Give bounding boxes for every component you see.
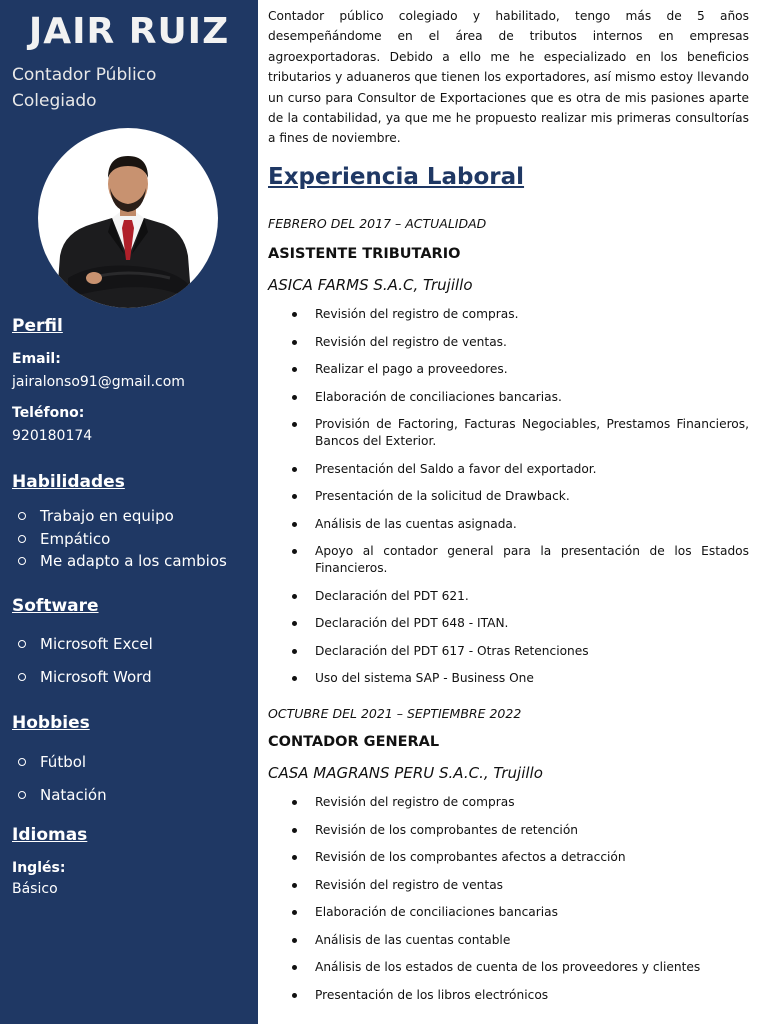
list-item: Revisión de los comprobantes de retención [268, 822, 749, 839]
job-tasks-list [268, 794, 749, 1014]
list-item: Declaración del PDT 648 - ITAN. [268, 615, 749, 632]
idiomas-heading: Idiomas [12, 825, 88, 845]
hobbies-list [12, 746, 107, 811]
habilidades-list [12, 505, 227, 573]
list-item: Revisión del registro de compras. [268, 306, 749, 323]
job-title [12, 62, 252, 114]
list-item: Presentación del Saldo a favor del exportador. [268, 461, 749, 478]
list-item: Análisis de las cuentas asignada. [268, 516, 749, 533]
sidebar [0, 0, 258, 1024]
profile-photo [38, 128, 218, 308]
list-item: Trabajo en equipo [12, 505, 227, 528]
language-label: Inglés: [12, 860, 66, 876]
list-item: Uso del sistema SAP - Business One [268, 670, 749, 687]
list-item: Fútbol [12, 746, 107, 779]
software-list [12, 628, 153, 693]
hobbies-heading: Hobbies [12, 713, 90, 733]
list-item: Natación [12, 779, 107, 812]
list-item: Análisis de las cuentas contable [268, 932, 749, 949]
profile-summary: Contador público colegiado y habilitado, tengo más de 5 años desempeñándome en el área de tributos internos en empresas agroexportadoras. Debido a ello me he especializado en los beneficios tributarios y aduaneros que tienen los exportadores, así mismo estoy llevando un curso para Consultor de Exportaciones que es otra de mis pasiones aparte de la contabilidad, ya que me he propuesto realizar mis primeras consultorías a fines de noviembre. [268, 9, 749, 146]
list-item: Realizar el pago a proveedores. [268, 361, 749, 378]
list-item: Declaración del PDT 617 - Otras Retenciones [268, 643, 749, 660]
list-item: Revisión del registro de ventas [268, 877, 749, 894]
list-item: Análisis de los estados de cuenta de los proveedores y clientes [268, 959, 749, 976]
person-name: JAIR RUIZ [28, 11, 230, 52]
experience-heading: Experiencia Laboral [268, 164, 525, 190]
job-title-line-1: Contador Público [12, 65, 157, 85]
name-header [4, 6, 254, 58]
list-item: Me adapto a los cambios [12, 550, 227, 573]
job-company: CASA MAGRANS PERU S.A.C., Trujillo [268, 764, 543, 782]
list-item: Elaboración de conciliaciones bancarias. [268, 389, 749, 406]
job-company: ASICA FARMS S.A.C, Trujillo [268, 276, 473, 294]
perfil-heading: Perfil [12, 316, 63, 336]
job-role: ASISTENTE TRIBUTARIO [268, 246, 461, 262]
phone-label: Teléfono: [12, 405, 85, 421]
email-value[interactable]: jairalonso91@gmail.com [12, 374, 185, 390]
job-role: CONTADOR GENERAL [268, 734, 440, 750]
list-item: Revisión del registro de compras [268, 794, 749, 811]
language-level: Básico [12, 881, 58, 897]
list-item: Empático [12, 528, 227, 551]
list-item: Declaración del PDT 621. [268, 588, 749, 605]
list-item: Elaboración de conciliaciones bancarias [268, 904, 749, 921]
list-item: Presentación de los libros electrónicos [268, 987, 749, 1004]
job-title-line-2: Colegiado [12, 91, 97, 111]
list-item: Revisión del registro de ventas. [268, 334, 749, 351]
list-item: Microsoft Word [12, 661, 153, 694]
job-period: FEBRERO DEL 2017 – ACTUALIDAD [268, 216, 487, 231]
phone-value[interactable]: 920180174 [12, 428, 93, 444]
habilidades-heading: Habilidades [12, 472, 125, 492]
list-item: Presentación de la solicitud de Drawback. [268, 488, 749, 505]
list-item: Apoyo al contador general para la presentación de los Estados Financieros. [268, 543, 749, 577]
email-label: Email: [12, 351, 61, 367]
list-item: Revisión de los comprobantes afectos a detracción [268, 849, 749, 866]
job-tasks-list [268, 306, 749, 698]
software-heading: Software [12, 596, 99, 616]
list-item: Microsoft Excel [12, 628, 153, 661]
job-period: OCTUBRE DEL 2021 – SEPTIEMBRE 2022 [268, 706, 522, 721]
list-item: Provisión de Factoring, Facturas Negociables, Prestamos Financieros, Bancos del Exterior. [268, 416, 749, 450]
person-portrait-icon [38, 128, 218, 308]
